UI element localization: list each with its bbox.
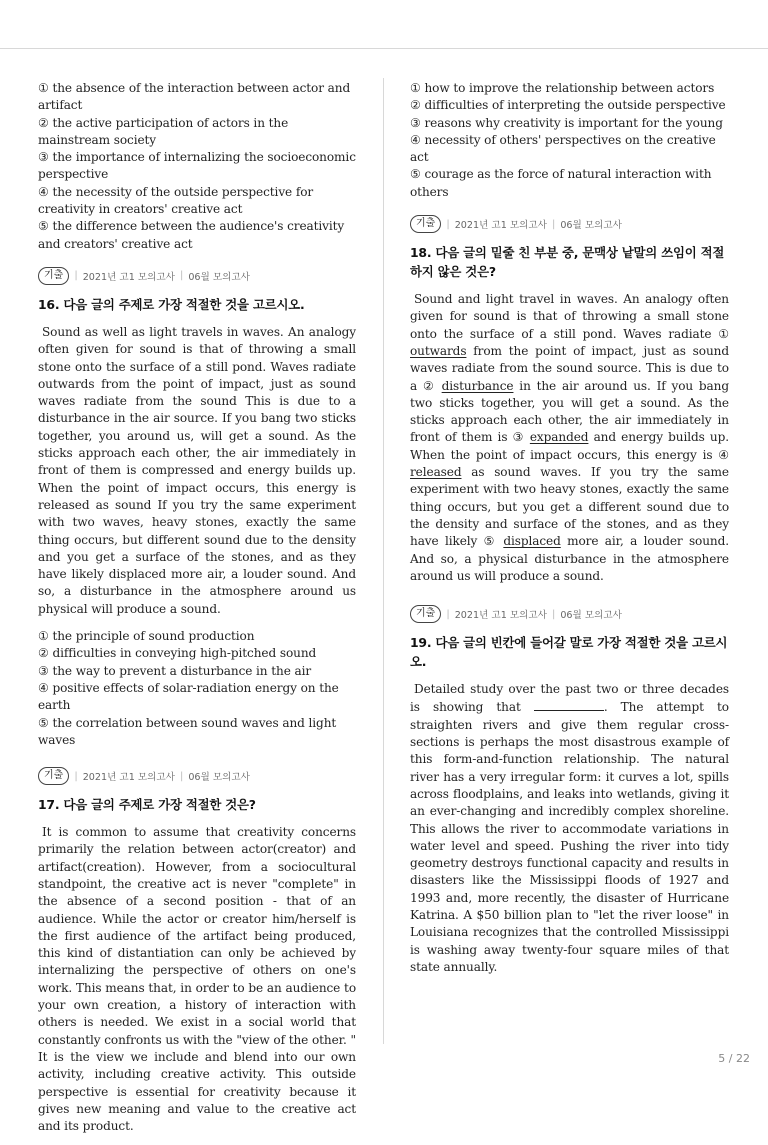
header-rule [0, 48, 768, 49]
q16-separator-2: | [179, 270, 184, 282]
q18-underlined-5: displaced [503, 534, 561, 549]
q16-meta [38, 267, 356, 285]
q17-meta [38, 767, 356, 785]
q16-option-2: ② difficulties in conveying high-pitched sound [38, 646, 317, 661]
q18-underlined-3: expanded [529, 430, 589, 445]
q17-option-3: ③ reasons why creativity is important for the young [410, 115, 723, 130]
q16-option-5: ⑤ the correlation between sound waves and light waves [38, 715, 337, 747]
q17-separator: | [74, 770, 78, 782]
q18-text-2: from the point of impact, just as sound waves radiate from the sound source. This is due to a ② [410, 343, 729, 393]
question-19 [410, 605, 729, 976]
q15-option-2: ② the active participation of actors in the mainstream society [38, 115, 289, 147]
q18-text-5: as sound waves. If you try the same experiment with two heavy stones, exactly the same thing occurs, but you get a different sound due to the density and surface of the stones, and as they have likely ⑤ [410, 465, 729, 549]
q18-text-6: more air, a louder sound. And so, a physical disturbance in the atmosphere around us will produce a sound. [410, 534, 729, 583]
q19-separator: | [446, 608, 450, 620]
q18-text-1: Sound and light travel in waves. An analogy often given for sound is that of throwing a small stone onto the surface of a still pond. Waves radiate ① [410, 292, 729, 341]
question-17 [38, 767, 356, 1135]
q16-passage: Sound as well as light travels in waves. An analogy often given for sound is that of throwing a small stone onto the surface of a still pond. Waves radiate outwards from the point of impact, just as sound waves radiate from the sound This is due to a disturbance in the air source. If you bang two sticks together, you around us, will get a sound. As the sticks approach each other, the air immediately in front of them is compressed and energy builds up. When the point of impact occurs, this energy is released as sound If you try the same experiment with two waves, heavy stones, exactly the same thing occurs, but different sound due to the density and you get a surface of the stones, and as they have likely displaced more air, a louder sound. And so, a disturbance in the atmosphere around us physical will produce a sound. [38, 324, 356, 616]
q18-underlined-4: released [410, 465, 462, 480]
right-column [410, 80, 729, 986]
q19-passage [410, 681, 729, 976]
q18-passage [410, 291, 729, 585]
q18-text-3: in the air around us. If you bang two sticks together, you will get a sound. As the sticks approach each other, the air immediately in front of them is ③ [410, 378, 729, 445]
q19-meta [410, 605, 729, 623]
q15-option-5: ⑤ the difference between the audience's creativity and creators' creative act [38, 219, 345, 251]
q19-text-2: . The attempt to straighten rivers and give them regular cross-sections is perhaps the most disastrous example of this form-and-function relationship. The natural river has a very irregular form: it curves a lot, spills across floodplains, and leaks into wetlands, giving it an ever-changing and incredibly complex shoreline. This allows the river to accommodate variations in water level and speed. Pushing the river into tidy geometry destroys functional capacity and results in disasters like the Mississippi floods of 1927 and 1993 and, more recently, the disaster of Hurricane Katrina. A $50 billion plan to "let the river loose" in Louisiana recognizes that the controlled Mississippi is washing away twenty-four square miles of that state annually. [410, 700, 729, 974]
q15-option-4: ④ the necessity of the outside perspective for creativity in creators' creative act [38, 184, 314, 217]
q18-exam: 06월 모의고사 [560, 220, 622, 232]
q16-option-1: ① the principle of sound production [38, 629, 255, 644]
q15-option-1: ① the absence of the interaction between actor and artifact [38, 81, 351, 113]
column-divider [383, 78, 384, 1044]
q17-option-2: ② difficulties of interpreting the outside perspective [410, 98, 726, 113]
q17-passage: It is common to assume that creativity concerns primarily the relation between actor(creator) and artifact(creation). However, from a sociocultural standpoint, the creative act is never "complete" in the absence of a second position - that of an audience. While the actor or creator him/herself is the first audience of the artifact being produced, this kind of distantiation can only be achieved by internalizing the perspective of others on one's work. This means that, in order to be an audience to your own creation, a history of interaction with others is needed. We exist in a social world that constantly confronts us with the "view of the other. " It is the view we include and blend into our own activity, including creative activity. This outside perspective is essential for creativity because it gives new meaning and value to the creative act and its product. [38, 825, 356, 1134]
q18-text-4: and energy builds up. When the point of impact occurs, this energy is ④ [410, 430, 729, 462]
q16-option-3: ③ the way to prevent a disturbance in the air [38, 663, 312, 678]
q17-tag-badge: 기출 [38, 767, 69, 785]
question-16 [38, 267, 356, 749]
q16-year: 2021년 고1 모의고사 [82, 271, 175, 283]
q19-separator-2: | [551, 608, 556, 620]
q16-options [38, 628, 356, 749]
q17-option-5: ⑤ courage as the force of natural interaction with others [410, 167, 712, 199]
q19-year: 2021년 고1 모의고사 [454, 610, 547, 622]
q17-title: 17. 다음 글의 주제로 가장 적절한 것은? [38, 797, 256, 813]
q17-separator-2: | [179, 770, 184, 782]
q19-text-1: Detailed study over the past two or three decades is showing that [410, 682, 729, 715]
q17-option-4: ④ necessity of others' perspectives on the creative act [410, 132, 716, 165]
q16-separator: | [74, 270, 78, 282]
q17-year: 2021년 고1 모의고사 [82, 772, 175, 784]
q17-option-1: ① how to improve the relationship between actors [410, 81, 715, 95]
question-18 [410, 215, 729, 585]
q17-options [410, 80, 729, 201]
q18-underlined-2: disturbance [441, 378, 514, 393]
q18-title: 18. 다음 글의 밑줄 친 부분 중, 문맥상 낱말의 쓰임이 적절하지 않은 것은? [410, 245, 725, 280]
q16-tag-badge: 기출 [38, 267, 69, 285]
page-number: 5 / 22 [718, 1052, 750, 1065]
q19-blank [534, 698, 604, 711]
q19-exam: 06월 모의고사 [560, 610, 622, 622]
q18-year: 2021년 고1 모의고사 [454, 220, 547, 232]
q16-title: 16. 다음 글의 주제로 가장 적절한 것을 고르시오. [38, 296, 305, 312]
q18-separator-2: | [551, 218, 556, 230]
q16-exam: 06월 모의고사 [188, 271, 250, 283]
q18-meta [410, 215, 729, 233]
q19-title: 19. 다음 글의 빈칸에 들어갈 말로 가장 적절한 것을 고르시오. [410, 635, 728, 670]
q18-underlined-1: outwards [410, 343, 467, 358]
q17-exam: 06월 모의고사 [188, 772, 250, 784]
left-column [38, 80, 356, 1145]
q15-options [38, 80, 356, 253]
q16-option-4: ④ positive effects of solar-radiation energy on the earth [38, 680, 339, 713]
q19-tag-badge: 기출 [410, 605, 441, 623]
q18-separator: | [446, 218, 450, 230]
q18-tag-badge: 기출 [410, 215, 441, 233]
q15-option-3: ③ the importance of internalizing the socioeconomic perspective [38, 150, 356, 182]
